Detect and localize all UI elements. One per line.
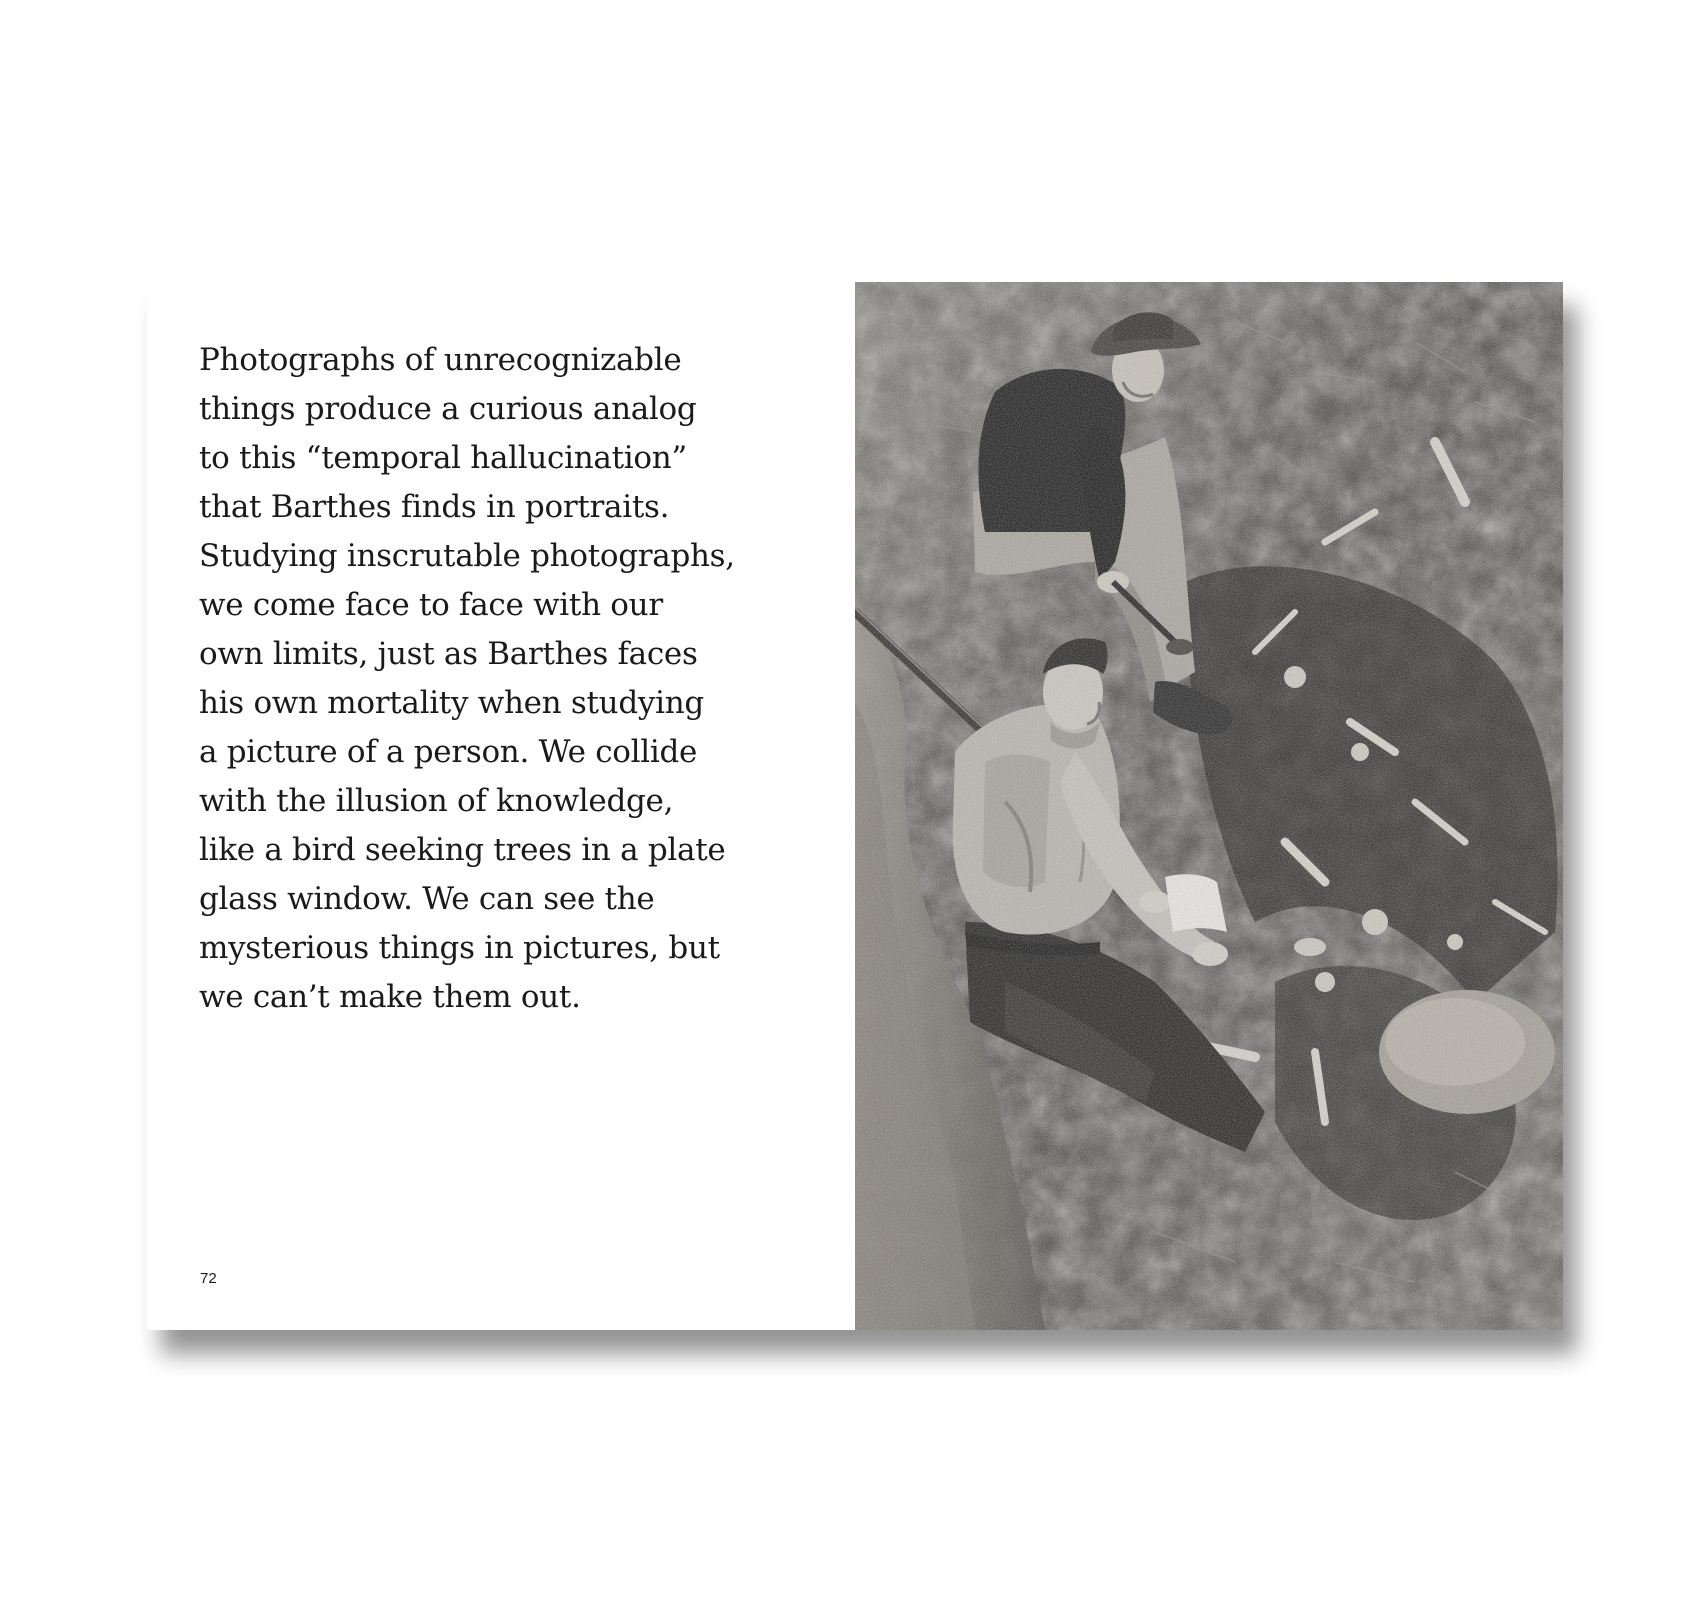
text-line: Studying inscrutable photographs, <box>199 538 735 574</box>
text-line: with the illusion of knowledge, <box>199 783 674 819</box>
text-line: Photographs of unrecognizable <box>199 342 682 378</box>
excavation-photo <box>855 282 1563 1330</box>
left-page <box>147 282 855 1330</box>
text-line: to this “temporal hallucination” <box>199 440 687 476</box>
text-line: we can’t make them out. <box>199 979 581 1015</box>
text-line: own limits, just as Barthes faces <box>199 636 698 672</box>
page-number: 72 <box>200 1270 217 1287</box>
right-page-photo <box>855 282 1563 1330</box>
text-line: that Barthes finds in portraits. <box>199 489 670 525</box>
film-grain <box>855 282 1563 1330</box>
text-line: glass window. We can see the <box>199 881 655 917</box>
text-line: we come face to face with our <box>199 587 663 623</box>
text-line: his own mortality when studying <box>199 685 704 721</box>
text-line: mysterious things in pictures, but <box>199 930 720 966</box>
text-line: things produce a curious analog <box>199 391 697 427</box>
text-line: like a bird seeking trees in a plate <box>199 832 726 868</box>
book-spread <box>147 282 1563 1330</box>
text-line: a picture of a person. We collide <box>199 734 698 770</box>
body-paragraph <box>199 336 819 1022</box>
